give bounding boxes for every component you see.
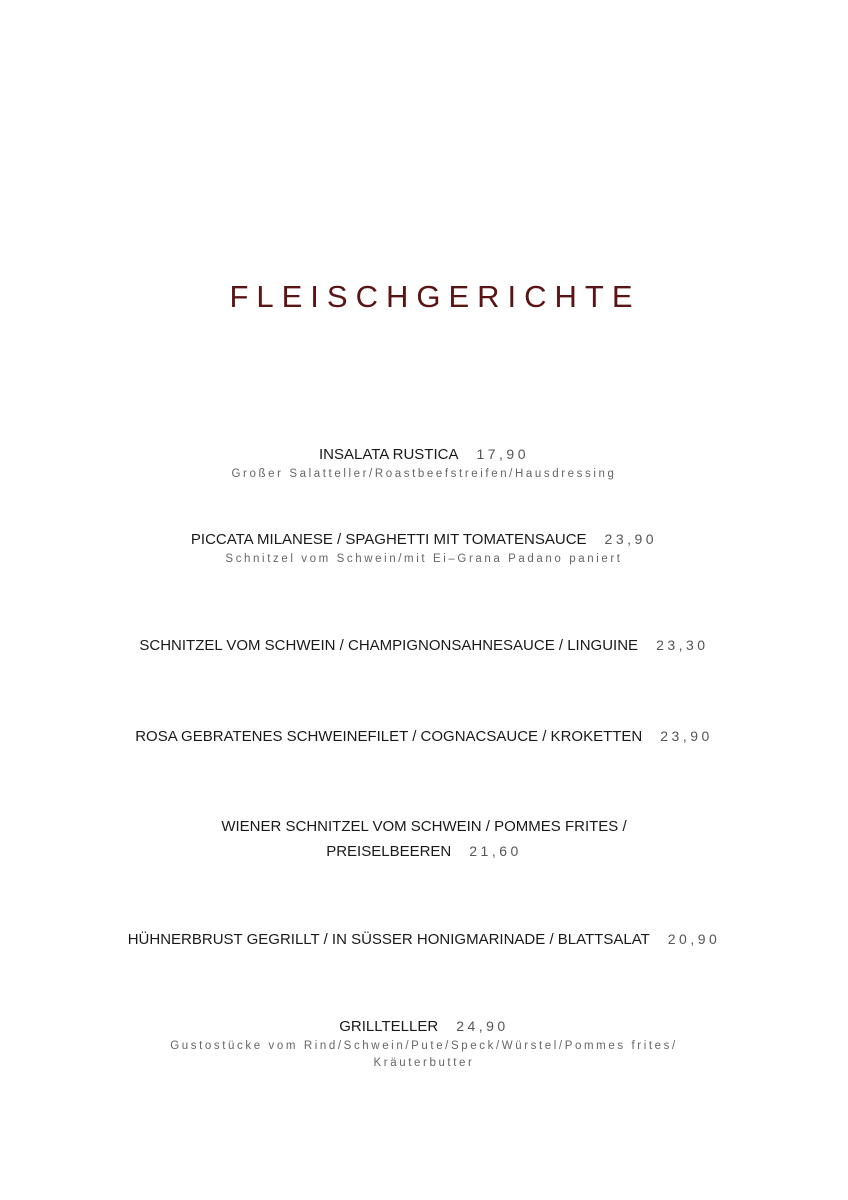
dish-price: 21,60 bbox=[469, 843, 522, 859]
menu-item-piccata-milanese bbox=[0, 528, 848, 568]
menu-item-grillteller bbox=[0, 1015, 848, 1072]
dish-price: 23,30 bbox=[656, 637, 709, 653]
dish-price: 17,90 bbox=[476, 446, 530, 462]
dish-name-line2: PREISELBEEREN bbox=[326, 843, 452, 860]
menu-item-schweinefilet bbox=[0, 725, 848, 748]
dish-name: SCHNITZEL VOM SCHWEIN / CHAMPIGNONSAHNESAUCE / LINGUINE bbox=[139, 637, 639, 654]
dish-description: Großer Salatteller/Roastbeefstreifen/Hausdressing bbox=[231, 468, 617, 480]
menu-item-schnitzel-champignon bbox=[0, 634, 848, 657]
dish-name: HÜHNERBRUST GEGRILLT / IN SÜSSER HONIGMARINADE / BLATTSALAT bbox=[127, 931, 650, 948]
dish-price: 20,90 bbox=[667, 931, 721, 947]
dish-description-line2: Kräuterbutter bbox=[373, 1057, 475, 1069]
dish-price: 23,90 bbox=[660, 728, 713, 744]
page-title: FLEISCHGERICHTE bbox=[229, 278, 641, 314]
dish-price: 24,90 bbox=[456, 1018, 509, 1034]
dish-name: GRILLTELLER bbox=[339, 1018, 439, 1035]
dish-name: INSALATA RUSTICA bbox=[318, 446, 459, 463]
menu-item-insalata-rustica bbox=[0, 443, 848, 483]
dish-name: ROSA GEBRATENES SCHWEINEFILET / COGNACSAUCE / KROKETTEN bbox=[135, 728, 643, 745]
menu-item-huehnerbrust bbox=[0, 928, 848, 951]
dish-name: PICCATA MILANESE / SPAGHETTI MIT TOMATENSAUCE bbox=[190, 531, 587, 548]
dish-description-line1: Gustostücke vom Rind/Schwein/Pute/Speck/Würstel/Pommes frites/ bbox=[170, 1040, 678, 1052]
dish-name-line1: WIENER SCHNITZEL VOM SCHWEIN / POMMES FRITES / bbox=[221, 818, 627, 835]
dish-description: Schnitzel vom Schwein/mit Ei–Grana Padano paniert bbox=[225, 553, 623, 565]
menu-item-wiener-schnitzel bbox=[0, 816, 848, 863]
dish-price: 23,90 bbox=[604, 531, 658, 547]
